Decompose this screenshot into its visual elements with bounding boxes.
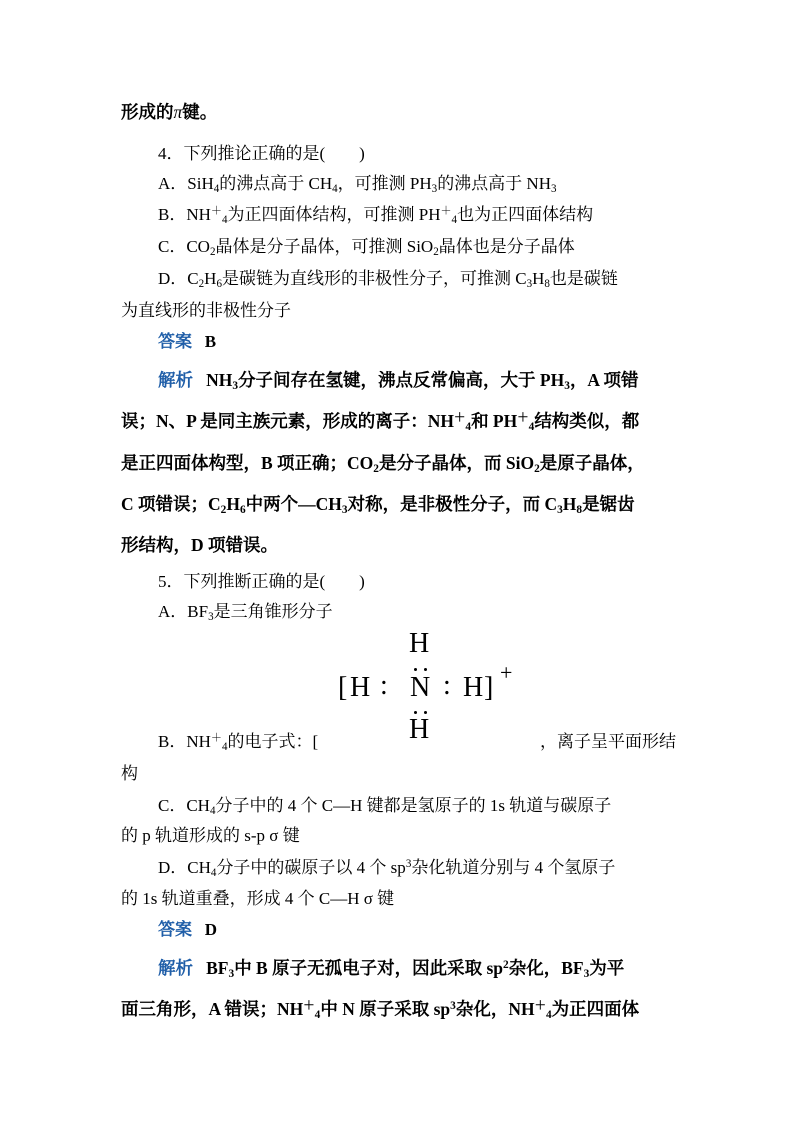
q4-option-a: A．SiH$_4$的沸点高于 $CH_4$，可推测 $PH_3$的沸点高于 $NH_3$ (158, 174, 557, 195)
q5-option-b: B．$NH^+_4$的电子式：[ (158, 731, 319, 753)
q5-answer: 答案 D (158, 920, 218, 939)
formula-top-h: H (409, 628, 430, 659)
formula-nitrogen: N (410, 672, 431, 703)
q4-analysis-line-5: 形结构，D 项错误。 (121, 535, 279, 555)
q5-option-a: A．$BF_3$是三角锥形分子 (158, 602, 333, 623)
q4-answer: 答案 B (158, 332, 217, 351)
formula-left-bracket: [ (338, 672, 348, 703)
q5-option-c-cont: 的 p 轨道形成的 s-p σ 键 (121, 826, 300, 845)
q5-stem: 5．下列推断正确的是( ) (158, 572, 365, 591)
q4-option-b: B．$NH^+_4$为正四面体结构，可推测 $PH^+_4$也为正四面体结构 (158, 204, 594, 226)
ammonium-electron-formula (330, 630, 540, 745)
answer-label: 答案 (158, 920, 192, 939)
analysis-label: 解析 (158, 370, 193, 390)
q4-option-c: C．$CO_2$晶体是分子晶体，可推测 SiO$_2$晶体也是分子晶体 (158, 237, 575, 258)
q5-analysis-line-1: 解析 $BF_3$中 B 原子无孤电子对，因此采取 $sp^2$杂化，$BF_3$为平 (158, 958, 625, 980)
q5-option-c: C．$CH_4$分子中的 4 个 C—H 键都是氢原子的 1s 轨道与碳原子 (158, 796, 612, 817)
q4-stem: 4．下列推论正确的是( ) (158, 144, 365, 163)
q5-analysis-line-2: 面三角形，A 错误；$NH^+_4$中 N 原子采取 $sp^3$杂化，$NH^+_4$为正四面体 (121, 999, 640, 1021)
analysis-label: 解析 (158, 958, 193, 978)
formula-colon-left: : (380, 670, 388, 701)
q4-option-d: D．$C_2H_6$是碳链为直线形的非极性分子，可推测 $C_3H_8$也是碳链 (158, 269, 618, 290)
q5-option-d-cont: 的 1s 轨道重叠，形成 4 个 C—H σ 键 (121, 889, 395, 908)
q4-analysis-line-2: 误；N、P 是同主族元素，形成的离子：$NH^+_4$和 $PH^+_4$结构类似，都 (121, 411, 640, 433)
q4-analysis-line-4: C 项错误；$C_2H_6$中两个$—CH_3$对称，是非极性分子，而 $C_3H_8$是锯齿 (121, 494, 635, 516)
formula-colon-right: : (443, 670, 451, 701)
formula-right-bracket: ] (484, 672, 494, 703)
previous-answer-tail: 形成的π键。 (121, 102, 218, 122)
formula-right-h: H (463, 672, 484, 703)
q4-analysis-line-1: 解析 $NH_3$分子间存在氢键，沸点反常偏高，大于 $PH_3$，A 项错 (158, 370, 639, 392)
formula-charge: + (500, 660, 513, 685)
q5-option-b-cont: 构 (121, 764, 138, 783)
formula-bottom-h: H (409, 714, 430, 745)
answer-label: 答案 (158, 332, 192, 351)
formula-left-h: H (350, 672, 371, 703)
q4-option-d-cont: 为直线形的非极性分子 (121, 301, 291, 320)
q5-option-b-tail: ，离子呈平面形结 (540, 732, 676, 751)
q4-analysis-line-3: 是正四面体构型，B 项正确；$CO_2$是分子晶体，而 SiO$_2$是原子晶体， (121, 453, 645, 475)
q5-option-d: D．$CH_4$分子中的碳原子以 4 个 $sp^3$杂化轨道分别与 4 个氢原子 (158, 857, 616, 879)
